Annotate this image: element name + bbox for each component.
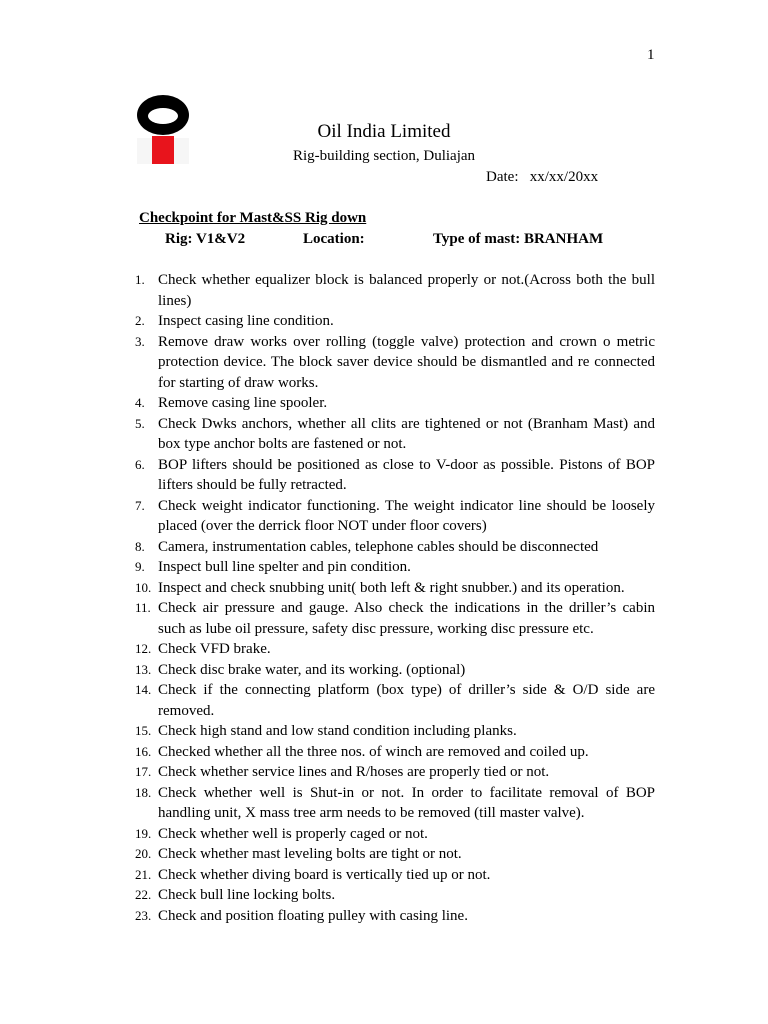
list-item-text: Check whether service lines and R/hoses are properly tied or not. bbox=[158, 764, 550, 780]
company-name: Oil India Limited bbox=[317, 121, 451, 142]
list-item-text: Remove casing line spooler. bbox=[158, 395, 328, 411]
list-item-text: Check whether diving board is vertically tied up or not. bbox=[158, 866, 491, 883]
list-item-text: Inspect casing line condition. bbox=[158, 313, 334, 329]
list-item-text: BOP lifters should be positioned as close to V-door as possible. Pistons of BOP lifters should be fully retracted. bbox=[158, 456, 655, 493]
list-item-number: 22. bbox=[135, 887, 152, 902]
list-item-number: 19. bbox=[135, 825, 152, 841]
section-name: Rig-building section, Duliajan bbox=[292, 148, 476, 164]
list-item bbox=[0, 332, 768, 394]
list-item-number: 14. bbox=[135, 682, 152, 697]
list-item bbox=[0, 393, 768, 414]
list-item-number: 11. bbox=[135, 600, 151, 615]
list-item bbox=[0, 270, 768, 311]
date-label: Date: bbox=[486, 169, 519, 185]
list-item-number: 23. bbox=[135, 907, 152, 923]
list-item-text: Check VFD brake. bbox=[158, 641, 271, 657]
list-item-text: Inspect and check snubbing unit( both left & right snubber.) and its operation. bbox=[158, 579, 625, 596]
list-item-number: 4. bbox=[135, 395, 145, 410]
list-item bbox=[0, 496, 768, 537]
list-item bbox=[0, 639, 768, 660]
checklist-heading: Checkpoint for Mast&SS Rig down bbox=[139, 210, 367, 226]
list-item-text: Remove draw works over rolling (toggle valve) protection and crown o metric protection device. The block saver device should be dismantled and re connected for starting of draw works. bbox=[158, 333, 655, 391]
list-item bbox=[0, 844, 768, 865]
list-item bbox=[0, 537, 768, 558]
mast-type-label: Type of mast: BRANHAM bbox=[433, 231, 604, 247]
list-item bbox=[0, 455, 768, 496]
list-item-number: 7. bbox=[135, 497, 145, 513]
list-item-number: 6. bbox=[135, 456, 145, 472]
list-item bbox=[0, 311, 768, 332]
list-item-text: Checked whether all the three nos. of winch are removed and coiled up. bbox=[158, 743, 589, 760]
list-item-text: Check and position floating pulley with casing line. bbox=[158, 907, 468, 924]
list-item-number: 21. bbox=[135, 866, 152, 882]
list-item bbox=[0, 598, 768, 639]
list-item-number: 2. bbox=[135, 313, 145, 328]
page-number: 1 bbox=[647, 47, 655, 63]
list-item-text: Check whether mast leveling bolts are tight or not. bbox=[158, 846, 462, 862]
list-item-text: Inspect bull line spelter and pin condition. bbox=[158, 559, 411, 575]
date-value: xx/xx/20xx bbox=[529, 169, 599, 185]
list-item bbox=[0, 824, 768, 845]
rig-label: Rig: V1&V2 bbox=[165, 231, 246, 247]
list-item-number: 20. bbox=[135, 846, 152, 861]
list-item-text: Check disc brake water, and its working. (optional) bbox=[158, 661, 466, 678]
list-item-number: 15. bbox=[135, 723, 152, 738]
list-item-number: 1. bbox=[135, 272, 145, 287]
list-item bbox=[0, 762, 768, 783]
list-item-number: 17. bbox=[135, 764, 152, 779]
list-item-text: Check high stand and low stand condition including planks. bbox=[158, 723, 517, 739]
list-item bbox=[0, 783, 768, 824]
list-item-number: 16. bbox=[135, 743, 152, 759]
list-item-number: 12. bbox=[135, 641, 152, 656]
list-item-text: Check bull line locking bolts. bbox=[158, 887, 336, 903]
list-item bbox=[0, 557, 768, 578]
list-item bbox=[0, 742, 768, 763]
list-item bbox=[0, 578, 768, 599]
list-item-text: Check whether well is Shut-in or not. In order to facilitate removal of BOP handling unit, X mass tree arm needs to be removed (till master valve). bbox=[158, 784, 655, 821]
list-item-number: 13. bbox=[135, 661, 152, 677]
date-line bbox=[486, 169, 598, 186]
list-item-number: 8. bbox=[135, 538, 145, 554]
list-item bbox=[0, 680, 768, 721]
list-item-number: 18. bbox=[135, 784, 152, 800]
list-item bbox=[0, 414, 768, 455]
checklist bbox=[0, 270, 768, 926]
list-item bbox=[0, 660, 768, 681]
list-item bbox=[0, 906, 768, 927]
list-item-text: Check Dwks anchors, whether all clits are tightened or not (Branham Mast) and box type anchor bolts are fastened or not. bbox=[158, 415, 655, 452]
list-item-number: 10. bbox=[135, 579, 152, 595]
list-item-number: 9. bbox=[135, 559, 145, 574]
list-item-number: 3. bbox=[135, 333, 145, 349]
list-item-text: Check air pressure and gauge. Also check the indications in the driller’s cabin such as lube oil pressure, safety disc pressure, working disc pressure etc. bbox=[158, 600, 655, 637]
list-item-text: Camera, instrumentation cables, telephone cables should be disconnected bbox=[158, 538, 599, 555]
list-item-text: Check weight indicator functioning. The weight indicator line should be loosely placed (over the derrick floor NOT under floor covers) bbox=[158, 497, 655, 534]
list-item-text: Check whether equalizer block is balanced properly or not.(Across both the bull lines) bbox=[158, 272, 655, 309]
list-item-number: 5. bbox=[135, 415, 145, 431]
location-label: Location: bbox=[303, 231, 365, 247]
list-item bbox=[0, 721, 768, 742]
list-item-text: Check whether well is properly caged or not. bbox=[158, 825, 428, 842]
list-item-text: Check if the connecting platform (box type) of driller’s side & O/D side are removed. bbox=[158, 682, 655, 719]
list-item bbox=[0, 865, 768, 886]
list-item bbox=[0, 885, 768, 906]
